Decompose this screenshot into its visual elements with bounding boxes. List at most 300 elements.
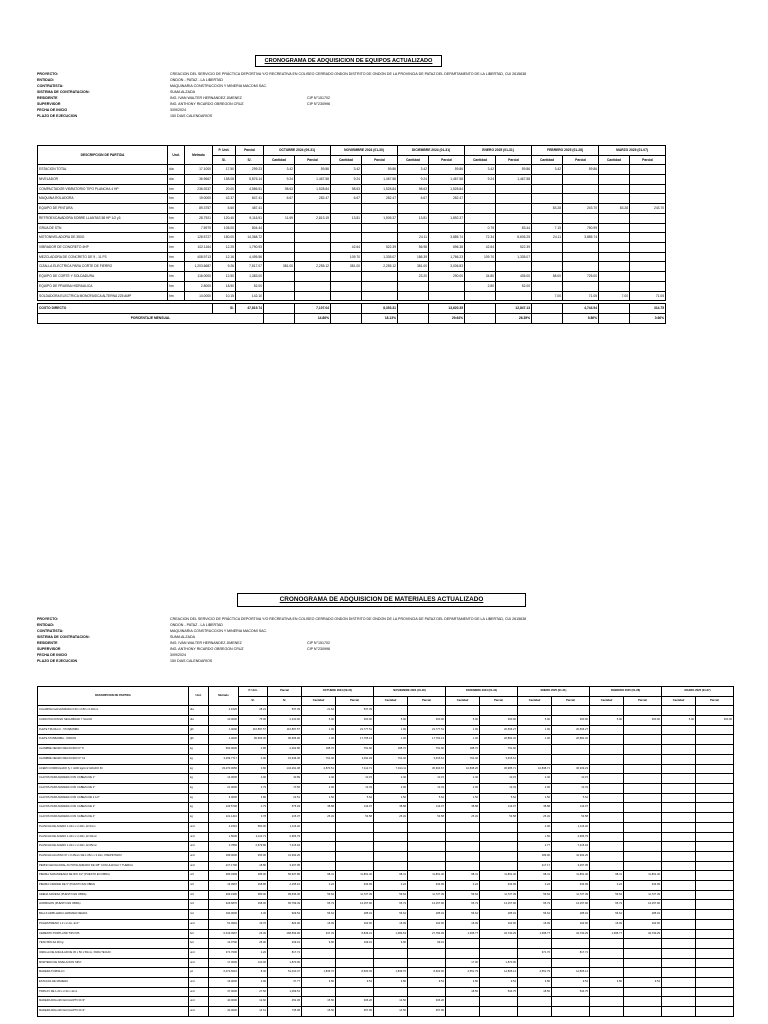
item-value: 7,415.94 xyxy=(268,842,302,852)
item-value: 116.0000 xyxy=(185,272,213,282)
info-value: CIP N°151702 xyxy=(307,641,330,645)
item-value: 53.58 xyxy=(336,813,374,823)
info-value: ONDON - PATAZ - LA LIBERTAD xyxy=(170,78,223,82)
item-value: 2.00 xyxy=(518,822,552,832)
item-value: 306.20 xyxy=(408,997,446,1007)
item-value xyxy=(662,725,696,735)
item-value xyxy=(662,958,696,968)
item-value: 3.22 xyxy=(518,881,552,891)
item-value xyxy=(563,281,599,291)
item-value: 1,905.37 xyxy=(362,213,398,223)
item-value: 408.9713 xyxy=(185,252,213,262)
info-value: ING. IVAN WALTER HERNANDEZ JIMENEZ xyxy=(170,96,242,100)
table-row xyxy=(38,223,666,233)
item-value: 7.00 xyxy=(599,291,630,301)
item-value: 189.00 xyxy=(518,851,552,861)
month-total: 4,744.94 xyxy=(563,304,599,314)
item-value: 804.44 xyxy=(236,223,264,233)
item-value: 56.64 xyxy=(374,910,408,920)
item-value: 11,861.40 xyxy=(480,871,518,881)
item-description: CLAVOS PARA MADERA CON CABEZA DE 2" xyxy=(38,784,189,794)
item-value: 185.91 xyxy=(408,910,446,920)
item-value: 56.64 xyxy=(302,910,336,920)
item-value: 11,861.40 xyxy=(336,871,374,881)
item-value: 199.91 xyxy=(336,939,374,949)
item-value: 17.0000 xyxy=(209,958,239,968)
table-row xyxy=(38,774,734,784)
col-header-quantity: Cantidad xyxy=(446,696,480,706)
item-value xyxy=(590,968,624,978)
item-description: YESO BOLSA 28 kg xyxy=(38,939,189,949)
item-value: 2,679.80 xyxy=(239,842,268,852)
item-value xyxy=(563,213,599,223)
item-value xyxy=(599,262,630,272)
table-row xyxy=(38,832,734,842)
item-value xyxy=(624,764,662,774)
item-description: CLAVOS PARA MADERA CON CABEZA DE 2 1/2" xyxy=(38,793,189,803)
item-value: 2.80 xyxy=(465,281,496,291)
item-value: 53.58 xyxy=(480,813,518,823)
monthly-percentage-label: PORCENTAJE MENSUAL xyxy=(38,313,264,323)
item-description: MADERA ROLLIZO EUCALIPTO D=3" xyxy=(38,997,189,1007)
col-header-month-partial: Parcial xyxy=(336,696,374,706)
table-row xyxy=(38,803,734,813)
item-value xyxy=(696,842,734,852)
item-value xyxy=(295,281,331,291)
item-value xyxy=(374,706,408,716)
item-value xyxy=(662,784,696,794)
item-value xyxy=(624,754,662,764)
item-value: 15.50 xyxy=(302,997,336,1007)
item-value xyxy=(496,184,532,194)
item-value: 2,551.79 xyxy=(518,968,552,978)
info-label: FECHA DE INICIO xyxy=(37,653,68,657)
item-value: 3,811.03 xyxy=(336,754,374,764)
item-unit: und xyxy=(189,919,209,929)
item-value xyxy=(590,774,624,784)
item-value: 791.40 xyxy=(446,754,480,764)
item-value: 452.36 xyxy=(268,997,302,1007)
item-value xyxy=(374,851,408,861)
info-value: ING. ANTHONY RICARDO OBREGON CRUZ xyxy=(170,647,244,651)
item-value xyxy=(552,997,590,1007)
item-value: 16.0997 xyxy=(209,881,239,891)
item-value: 3.22 xyxy=(302,881,336,891)
item-value: 24.11 xyxy=(398,233,429,243)
item-value: 3.80 xyxy=(239,793,268,803)
item-unit: hm xyxy=(168,213,185,223)
monthly-percentage-row xyxy=(38,313,666,323)
item-value xyxy=(552,1007,590,1017)
item-value: 162.60 xyxy=(336,919,374,929)
item-value xyxy=(590,939,624,949)
col-header-quantity: Cantidad xyxy=(590,696,624,706)
item-value: 180.00 xyxy=(213,233,236,243)
item-value xyxy=(599,194,630,204)
item-value: 3,615.61 xyxy=(480,754,518,764)
item-value: 11,861.40 xyxy=(624,871,662,881)
item-value: 560.00 xyxy=(239,822,268,832)
item-value: 72.34 xyxy=(465,233,496,243)
table-row xyxy=(38,784,734,794)
item-value: 65.79 xyxy=(374,900,408,910)
item-value: 1.5000 xyxy=(209,832,239,842)
item-value: 2,255.12 xyxy=(362,262,398,272)
item-value xyxy=(563,184,599,194)
info-row xyxy=(37,113,682,119)
item-value xyxy=(518,754,552,764)
item-description: ESTACAS DE MADERA xyxy=(38,978,189,988)
item-unit: und xyxy=(189,997,209,1007)
item-value: 15.50 xyxy=(302,1007,336,1017)
info-value: CIP N°151702 xyxy=(307,96,330,100)
item-value: 59.64 xyxy=(446,890,480,900)
item-value: 37.77 xyxy=(268,978,302,988)
item-value: 20.00 xyxy=(213,184,236,194)
info-value: 150 DIAS CALENDARIOS xyxy=(170,659,213,663)
item-value xyxy=(446,948,480,958)
item-value: 1,069.51 xyxy=(268,987,302,997)
item-value: 5.00 xyxy=(590,716,624,726)
item-value: 537.39 xyxy=(336,706,374,716)
table-row xyxy=(38,929,734,939)
item-value: 371.70 xyxy=(518,948,552,958)
item-value: 5.00 xyxy=(446,716,480,726)
item-value xyxy=(590,987,624,997)
table-row xyxy=(38,272,666,282)
item-value xyxy=(465,204,496,214)
info-label: PROYECTO: xyxy=(37,72,59,76)
item-value: 23,777.51 xyxy=(336,725,374,735)
item-value: 51,010.47 xyxy=(268,968,302,978)
item-unit: und xyxy=(189,1007,209,1017)
item-value xyxy=(336,958,374,968)
col-header-quantity: Cantidad xyxy=(518,696,552,706)
item-value: 162.60 xyxy=(408,919,446,929)
table-row xyxy=(38,900,734,910)
item-value: 65.79 xyxy=(518,900,552,910)
item-value: 1,892.37 xyxy=(429,213,465,223)
item-value xyxy=(264,243,295,253)
info-value: CREACION DEL SERVICIO DE PRÁCTICA DEPORTIVA Y/O RECREATIVA EN COLISEO CERRADO ONDON DISTRITO DE ONDON DE LA PROVINCIA DE PATAZ DEL DEPARTAMENTO DE LA LIBERTAD, CUI 2615638 xyxy=(170,617,527,621)
col-header-month-partial: Parcial xyxy=(696,696,734,706)
item-value xyxy=(696,832,734,842)
col-header-month-partial: Parcial xyxy=(362,155,398,165)
col-header-month: DICIEMBRE 2024 (01-31) xyxy=(446,687,518,697)
item-value: 791.60 xyxy=(408,745,446,755)
item-value xyxy=(532,213,563,223)
table-row xyxy=(38,939,734,949)
item-value: 59.86 xyxy=(496,165,532,175)
item-value: 98.63 xyxy=(398,184,429,194)
item-value: 381.00 xyxy=(331,262,362,272)
item-value xyxy=(630,223,666,233)
item-description: PLANCHA DE ACERO 1.22m x 2.40m, E=25mm xyxy=(38,842,189,852)
item-value xyxy=(408,987,446,997)
item-value xyxy=(446,997,480,1007)
item-value: 18.50 xyxy=(446,987,480,997)
item-unit: m3 xyxy=(189,900,209,910)
item-value xyxy=(696,881,734,891)
item-value: 98.41 xyxy=(302,871,336,881)
item-value: 42.64 xyxy=(465,243,496,253)
item-value: 5.00 xyxy=(374,716,408,726)
item-value: 1.0000 xyxy=(209,725,239,735)
item-value: 99.91 xyxy=(408,939,446,949)
item-value: 7,112.71 xyxy=(336,764,374,774)
item-value: 11,727.39 xyxy=(480,890,518,900)
item-value xyxy=(624,997,662,1007)
item-value xyxy=(362,272,398,282)
item-value: 3,885.74 xyxy=(563,233,599,243)
item-value: 14.0000 xyxy=(209,774,239,784)
item-value: 9.54 xyxy=(480,978,518,988)
item-value xyxy=(662,754,696,764)
item-unit: día xyxy=(189,716,209,726)
item-value xyxy=(336,822,374,832)
item-value: 53.58 xyxy=(408,813,446,823)
info-value: 3/09/2024 xyxy=(170,108,186,112)
table-header-row xyxy=(38,687,734,697)
item-value: 186.00 xyxy=(239,871,268,881)
item-unit: hm xyxy=(168,272,185,282)
item-value xyxy=(264,272,295,282)
item-value xyxy=(599,233,630,243)
item-value: 18.50 xyxy=(213,281,236,291)
item-value: 25.00 xyxy=(239,939,268,949)
item-value: 1,383.00 xyxy=(236,272,264,282)
equipment-schedule-table xyxy=(37,145,666,324)
info-value: SUMA ALZADA xyxy=(170,90,195,94)
item-value xyxy=(331,233,362,243)
table-row xyxy=(38,968,734,978)
item-value: 51.0994 xyxy=(209,919,239,929)
table-row xyxy=(38,243,666,253)
item-value xyxy=(336,987,374,997)
item-value: 186.39 xyxy=(398,252,429,262)
item-value xyxy=(590,958,624,968)
col-header-month: FEBRERO 2025 (01-28) xyxy=(532,146,599,156)
item-description: CALAMINA GALVANIZADA 0.60 x 0.80 x 0.20mm xyxy=(38,706,189,716)
item-value: 52.00 xyxy=(496,281,532,291)
item-value xyxy=(532,281,563,291)
empty-cell xyxy=(331,313,362,323)
item-value xyxy=(465,291,496,301)
item-value xyxy=(630,184,666,194)
item-unit: und xyxy=(189,861,209,871)
item-value: 96,666.00 xyxy=(239,735,268,745)
info-label: PROYECTO: xyxy=(37,617,59,621)
item-value: 0.79 xyxy=(465,223,496,233)
equipment-project-info xyxy=(37,71,682,119)
item-value xyxy=(429,291,465,301)
item-value xyxy=(624,735,662,745)
item-value: 217.1700 xyxy=(209,861,239,871)
month-percentage: 26.39% xyxy=(496,313,532,323)
item-value xyxy=(398,204,429,214)
item-value xyxy=(264,223,295,233)
table-row xyxy=(38,184,666,194)
item-value: 243.70 xyxy=(563,204,599,214)
item-value: 19.76 xyxy=(239,919,268,929)
item-value: 168.00 xyxy=(239,900,268,910)
item-value: 2,813.19 xyxy=(295,213,331,223)
col-header-quantity: Cantidad xyxy=(465,155,496,165)
item-value: 847.41 xyxy=(236,194,264,204)
item-value: 8.40 xyxy=(239,968,268,978)
item-value xyxy=(662,929,696,939)
item-value: 1,335.07 xyxy=(496,252,532,262)
item-value xyxy=(446,861,480,871)
item-value xyxy=(518,939,552,949)
item-value: 435.00 xyxy=(496,272,532,282)
item-value: 236.9237 xyxy=(185,184,213,194)
item-value: 70.56 xyxy=(268,784,302,794)
item-unit: kg xyxy=(189,793,209,803)
item-value xyxy=(295,233,331,243)
item-description: ALAMBRE NEGRO RECOCIDO N° 16 xyxy=(38,754,189,764)
item-value xyxy=(518,706,552,716)
item-value: 40.0000 xyxy=(209,1007,239,1017)
item-value: 59.64 xyxy=(590,890,624,900)
item-description: MADERA ROLLIZO EUCALIPTO D=4" xyxy=(38,1007,189,1017)
item-value xyxy=(696,861,734,871)
item-value: 65,799.49 xyxy=(268,900,302,910)
item-value: 3,259.7717 xyxy=(209,754,239,764)
item-value xyxy=(590,842,624,852)
table-row xyxy=(38,291,666,301)
item-value: 40.0000 xyxy=(209,997,239,1007)
info-value: MAQUINARIA CONSTRUCCION Y MINERIA MACOMI SAC. xyxy=(170,629,268,633)
item-value: 300.00 xyxy=(480,716,518,726)
item-value xyxy=(662,900,696,910)
item-unit: hm xyxy=(168,243,185,253)
col-header-quantity: Cantidad xyxy=(662,696,696,706)
item-value: 18.50 xyxy=(518,987,552,997)
item-value: 8,600.39 xyxy=(336,968,374,978)
item-value xyxy=(295,243,331,253)
empty-cell xyxy=(398,304,429,314)
item-unit: und xyxy=(189,978,209,988)
item-value: 34,730.29 xyxy=(480,929,518,939)
item-value: 6,072.6610 xyxy=(209,968,239,978)
item-value: 3,207.95 xyxy=(268,861,302,871)
item-value: 2.40 xyxy=(446,774,480,784)
item-description: FLETE TAYABAMBA - ONDON xyxy=(38,735,189,745)
item-value: 34,730.29 xyxy=(624,929,662,939)
item-value: 1.00 xyxy=(518,735,552,745)
item-value: 103.5706 xyxy=(209,803,239,813)
item-value xyxy=(446,939,480,949)
item-value xyxy=(630,175,666,185)
item-value: 3.42 xyxy=(465,165,496,175)
item-value xyxy=(662,1007,696,1017)
info-label: ENTIDAD: xyxy=(37,623,55,627)
item-value: 13.33 xyxy=(480,784,518,794)
item-value xyxy=(590,725,624,735)
item-value: 696.38 xyxy=(429,243,465,253)
item-value: 2.00 xyxy=(374,784,408,794)
item-value: 3.22 xyxy=(374,881,408,891)
item-value: 12,805.14 xyxy=(552,968,590,978)
item-description: MEZCLADORA DE CONCRETO DE 9 - 11 P3 xyxy=(38,252,168,262)
item-value: 21.62 xyxy=(302,706,336,716)
item-unit: hm xyxy=(168,194,185,204)
item-value xyxy=(408,706,446,716)
item-value: 14,368.72 xyxy=(236,233,264,243)
item-value: 21.0000 xyxy=(209,784,239,794)
item-value: 300.00 xyxy=(552,716,590,726)
item-value xyxy=(331,272,362,282)
item-value: 108.85 xyxy=(239,881,268,891)
item-value xyxy=(532,194,563,204)
item-value: 16.99 xyxy=(590,919,624,929)
month-total: 12,847.13 xyxy=(496,304,532,314)
item-value xyxy=(429,204,465,214)
item-value: 1.00 xyxy=(446,735,480,745)
item-value xyxy=(374,958,408,968)
table-row xyxy=(38,281,666,291)
item-unit: hm xyxy=(168,291,185,301)
item-description: COMPACTADOR VIBRATORIO TIPO PLANCHA 4 HP xyxy=(38,184,168,194)
item-value xyxy=(599,213,630,223)
item-value: 5,876.14 xyxy=(236,175,264,185)
item-value: 9.26 xyxy=(213,262,236,272)
item-description: MOTONIVELADORA DE 350G xyxy=(38,233,168,243)
item-value: 26,882.32 xyxy=(480,735,518,745)
month-percentage: 14.86% xyxy=(295,313,331,323)
item-value xyxy=(496,194,532,204)
item-value: 25.32 xyxy=(374,813,408,823)
item-value xyxy=(696,987,734,997)
item-value xyxy=(662,813,696,823)
item-value xyxy=(624,832,662,842)
item-value: 52.00 xyxy=(236,281,264,291)
item-value: 96,666.00 xyxy=(268,735,302,745)
item-unit: und xyxy=(189,822,209,832)
item-value: 13,157.90 xyxy=(408,900,446,910)
item-value xyxy=(630,272,666,282)
empty-cell xyxy=(398,313,429,323)
item-value: 109.70 xyxy=(465,252,496,262)
item-value: 89.3757 xyxy=(185,204,213,214)
item-value: 98.41 xyxy=(518,871,552,881)
item-value: 11,861.40 xyxy=(408,871,446,881)
item-value xyxy=(662,939,696,949)
col-header-month: NOVIEMBRE 2024 (01-30) xyxy=(374,687,446,697)
item-value xyxy=(552,958,590,968)
item-description: MADERA TORNILLO xyxy=(38,968,189,978)
table-row xyxy=(38,861,734,871)
item-unit: und xyxy=(189,987,209,997)
item-value: 143.97 xyxy=(336,803,374,813)
item-value xyxy=(630,213,666,223)
item-value: 162.60 xyxy=(552,919,590,929)
item-value xyxy=(624,842,662,852)
item-value: 643.99 xyxy=(336,881,374,891)
item-value xyxy=(696,1007,734,1017)
item-value xyxy=(295,291,331,301)
item-value: 6.0000 xyxy=(209,793,239,803)
item-value: 1,467.58 xyxy=(362,175,398,185)
col-header-unit-price: P. Unit. xyxy=(213,146,236,156)
item-value: 98.41 xyxy=(590,871,624,881)
item-value: 14.61 xyxy=(239,1007,268,1017)
col-header-description: DESCRIPCION DE PARTIDA xyxy=(38,687,189,706)
item-value xyxy=(374,832,408,842)
item-value: 282.47 xyxy=(429,194,465,204)
item-value: 283.0399 xyxy=(209,871,239,881)
